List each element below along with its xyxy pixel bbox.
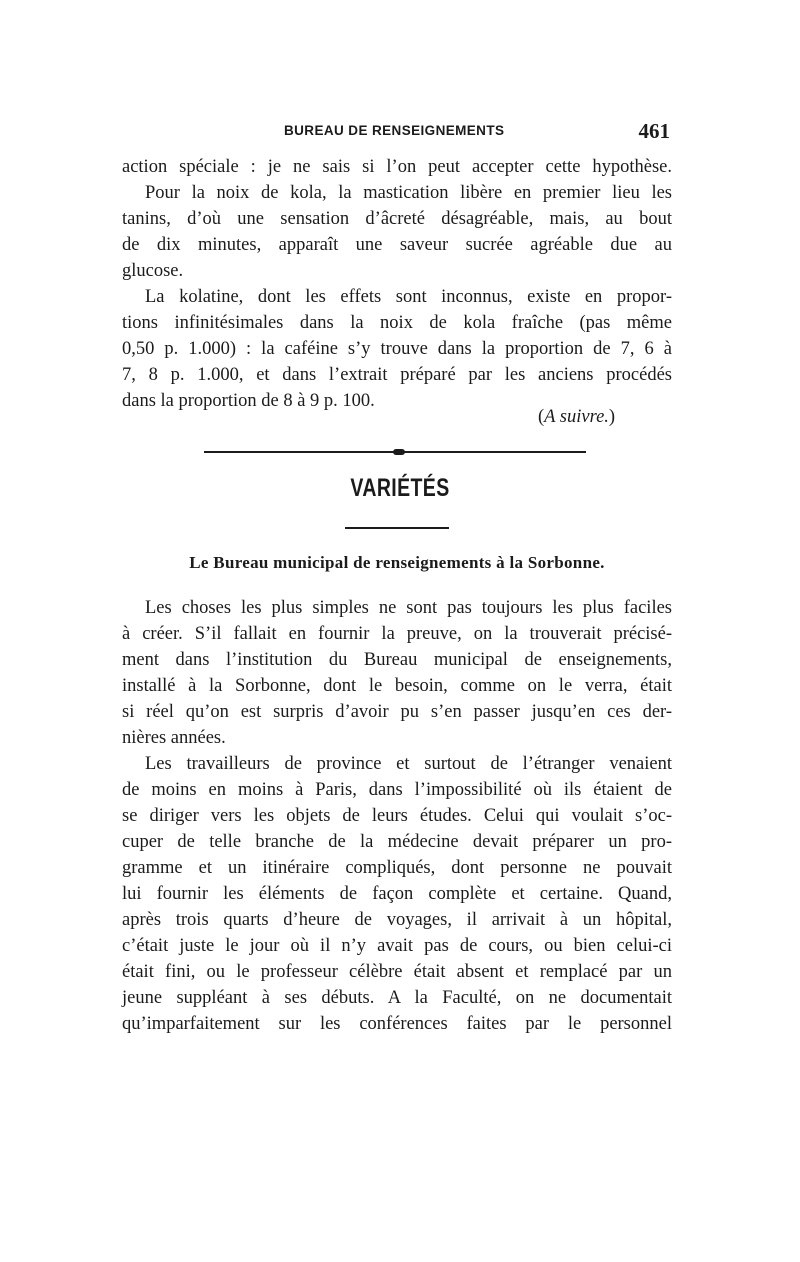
- text-line: action spéciale : je ne sais si l’on peut accepter cette hypothèse.: [122, 157, 672, 177]
- text-line: tions infinitésimales dans la noix de kola fraîche (pas même: [122, 313, 672, 333]
- text-line: jeune suppléant à ses débuts. A la Faculté, on ne documentait: [122, 988, 672, 1008]
- text-line: dans la proportion de 8 à 9 p. 100.: [122, 391, 375, 411]
- page-number: 461: [638, 119, 670, 143]
- text-line: c’était juste le jour où il n’y avait pas de cours, ou bien celui-ci: [122, 936, 672, 956]
- paren-open: (: [538, 407, 545, 427]
- text-line: installé à la Sorbonne, dont le besoin, comme on le verra, était: [122, 676, 672, 696]
- text-line: si réel qu’on est surpris d’avoir pu s’en passer jusqu’en ces der-: [122, 702, 672, 722]
- text-line: gramme et un itinéraire compliqués, dont personne ne pouvait: [122, 858, 672, 878]
- text-line: 7, 8 p. 1.000, et dans l’extrait préparé par les anciens procédés: [122, 365, 672, 385]
- running-head: [122, 119, 672, 145]
- text-line: tanins, d’où une sensation d’âcreté désagréable, mais, au bout: [122, 209, 672, 229]
- text-line: Pour la noix de kola, la mastication libère en premier lieu les: [145, 183, 672, 203]
- text-line: Les choses les plus simples ne sont pas toujours les plus faciles: [145, 598, 672, 618]
- text-line: se diriger vers les objets de leurs études. Celui qui voulait s’oc-: [122, 806, 672, 826]
- divider-ornament: [393, 449, 405, 455]
- paren-close: ): [608, 407, 616, 427]
- to-be-continued-text: A suivre.: [544, 407, 609, 427]
- section-title: VARIÉTÉS: [350, 474, 450, 502]
- text-line: de moins en moins à Paris, dans l’impossibilité où ils étaient de: [122, 780, 672, 800]
- text-line: lui fournir les éléments de façon complète et certaine. Quand,: [122, 884, 672, 904]
- text-line: nières années.: [122, 728, 226, 748]
- text-line: qu’imparfaitement sur les conférences faites par le personnel: [122, 1014, 672, 1034]
- previous-article-end: [122, 154, 672, 414]
- text-line: La kolatine, dont les effets sont inconnus, existe en propor-: [145, 287, 672, 307]
- text-line: 0,50 p. 1.000) : la caféine s’y trouve dans la proportion de 7, 6 à: [122, 339, 672, 359]
- text-line: à créer. S’il fallait en fournir la preuve, on la trouverait précisé-: [122, 624, 672, 644]
- article-title: Le Bureau municipal de renseignements à la Sorbonne.: [189, 553, 605, 572]
- article-body: [122, 595, 672, 1037]
- text-line: de dix minutes, apparaît une saveur sucrée agréable due au: [122, 235, 672, 255]
- title-underline: [345, 527, 449, 529]
- text-line: Les travailleurs de province et surtout de l’étranger venaient: [145, 754, 672, 774]
- to-be-continued: [538, 404, 615, 430]
- text-line: glucose.: [122, 261, 184, 281]
- running-title: BUREAU DE RENSEIGNEMENTS: [284, 123, 505, 138]
- text-line: après trois quarts d’heure de voyages, il arrivait à un hôpital,: [122, 910, 672, 930]
- text-line: cuper de telle branche de la médecine devait préparer un pro-: [122, 832, 672, 852]
- text-line: était fini, ou le professeur célèbre était absent et remplacé par un: [122, 962, 672, 982]
- text-line: ment dans l’institution du Bureau municipal de enseignements,: [122, 650, 672, 670]
